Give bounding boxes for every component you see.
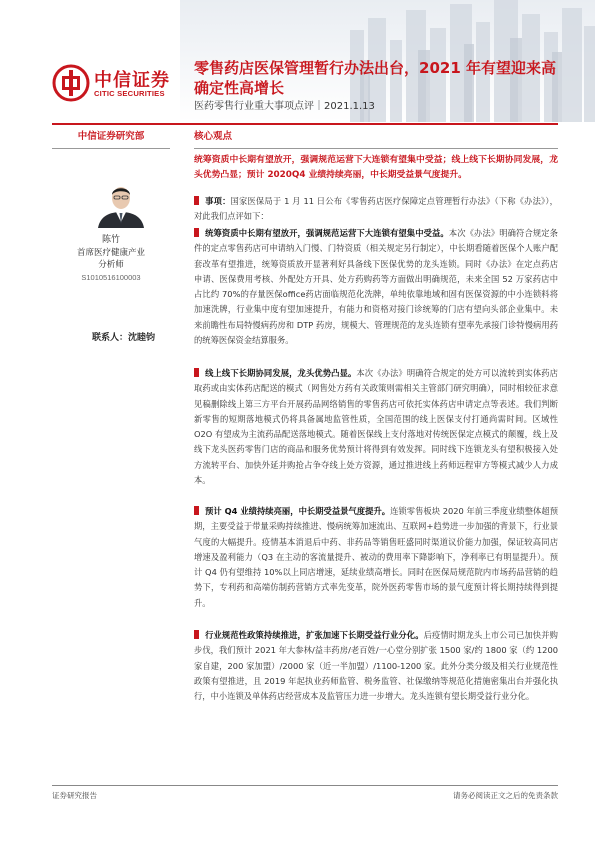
- report-header: [0, 0, 595, 122]
- left-divider: [52, 148, 170, 149]
- footer-report-type: 证券研究报告: [52, 791, 97, 800]
- section-title-core-view: 核心观点: [194, 131, 233, 142]
- analyst-license-id: S1010516100003: [81, 273, 141, 282]
- department-label: 中信证券研究部: [77, 131, 145, 142]
- core-view-summary: 统筹资质中长期有望放开，强调规范运营下大连锁有望集中受益；线上线下长期协同发展，龙头优势凸显；预计 2020Q4 业绩持续亮丽，中长期受益景气度提升。: [194, 155, 558, 180]
- paragraph-lead: 线上线下长期协同发展，龙头优势凸显。: [205, 368, 357, 378]
- bullet-icon: [194, 506, 199, 515]
- analyst-info: [52, 234, 170, 284]
- bullet-icon: [194, 368, 199, 377]
- footer-disclaimer: 请务必阅读正文之后的免责条款: [453, 791, 558, 800]
- title-block: [194, 58, 564, 114]
- logo-text-en: CITIC SECURITIES: [94, 89, 165, 98]
- analyst-name: 陈竹: [101, 235, 120, 245]
- paragraph-online-offline: [194, 366, 558, 488]
- report-title: 零售药店医保管理暂行办法出台，2021 年有望迎来高确定性高增长: [194, 59, 556, 97]
- left-column: [52, 130, 170, 144]
- paragraph-text: 本次《办法》明确符合规定条件的定点零售药店可申请纳入门慢、门特资质（相关规定另行制定），中长期看随着医保个人账户配套改革有望推进，统筹资质放开显著利好具备线下医保优势的龙头连锁。同时《办法》在定点药店申请、医保费用考核、外配处方开具、处方药购药等方面做出明确规范，未来全国 52 万家药店中占比约 70%的存量医保office药店面临规范化洗牌，单纯依靠地域和固有医保资源的中小连锁料将加速洗牌，行业集中度有望加速提升，有能力和资格对接门诊统筹的门店有望向头部企业集中。未来前瞻性布局特慢病药房和 DTP 药房，规模大、管理规范的龙头连锁有望率先承接门诊特慢病用药的统筹医保资金结算服务。: [194, 228, 558, 346]
- contact-person: 联系人：沈睦钧: [92, 333, 156, 343]
- bullet-icon: [194, 228, 199, 237]
- citic-logo-icon: [52, 64, 90, 102]
- logo-text-cn: 中信证券: [94, 70, 170, 91]
- paragraph-text: 连锁零售板块 2020 年前三季度业绩整体超预期，主要受益于带量采购持续推进、慢病统筹加速流出、互联网+趋势进一步加强的背景下，行业景气度的大幅提升。疫情基本消退后中药、非药品等销售旺盛同时渠道议价能力加强，保证较高同店增速及盈利能力（Q3 在主动的客流量提升、被动的费用率下降影响下，净利率已有明显提升）。预计 Q4 仍有望维持 10%以上同店增速，延续业绩高增长。同时在医保局规范院内市场药品营销的趋势下，专利药和高端仿制药营销方式率先变革，院外医药零售市场的景气度预计将长期持续得到提升。: [194, 506, 558, 608]
- analyst-role-line-2: 分析师: [98, 260, 124, 270]
- paragraph-coordination: [194, 226, 558, 348]
- paragraph-text: 后疫情时期龙头上市公司已加快并购步伐，我们预计 2021 年大参林/益丰药房/老百姓/一心堂分别扩张 1500 家/约 1800 家（约 1200 家自建，200 家加盟）/2000 家（近一半加盟）/1100-1200 家。此外分类分级及相关行业规范性政策有望推进，且 2019 年起执业药师监管、税务监管、社保缴纳等规范化措施密集出台并强化执行，中小连锁及单体药店经营成本及监管压力进一步增大。龙头连锁有望长期受益行业分化。: [194, 630, 558, 702]
- paragraph-lead: 行业规范性政策持续推进，扩张加速下长期受益行业分化。: [205, 630, 424, 640]
- analyst-avatar: [92, 180, 150, 228]
- report-subtitle: 医药零售行业重大事项点评｜2021.1.13: [194, 101, 375, 112]
- paragraph-lead: 预计 Q4 业绩持续亮丽，中长期受益景气度提升。: [205, 506, 391, 516]
- analyst-photo-icon: [92, 180, 150, 228]
- paragraph-text: 国家医保局于 1 月 11 日公布《零售药店医疗保障定点管理暂行办法》（下称《办法》），对此我们点评如下：: [194, 196, 558, 222]
- header-divider: [52, 123, 558, 125]
- paragraph-industry-policy: [194, 628, 558, 704]
- paragraph-lead: 事项：: [205, 196, 231, 206]
- bullet-icon: [194, 196, 199, 205]
- footer-divider: [52, 785, 558, 786]
- bullet-icon: [194, 630, 199, 639]
- right-divider: [194, 148, 558, 149]
- paragraph-event: [194, 194, 558, 225]
- paragraph-text: 本次《办法》明确符合规定的处方可以流转到实体药店取药或由实体药店配送的模式（网售处方药有关政策则需相关主管部门研究明确），同时相较征求意见稿删除线上第三方平台开展药品网络销售的零售药店可依托实体药店申请定点等表述。我们判断新零售的短期落地模式仍将具备属地监管性质，全国范围的线上医保支付打通尚需时间。区域性 O2O 有望成为主流药品配送落地模式。随着医保线上支付落地对传统医保定点模式的颠覆，线上及线下龙头医药零售门店的商品和服务优势预计将得到有效发挥。同时线下连锁龙头有望积极接入处方流转平台、加快外延并购抢占争夺线上处方资源，通过推进线上药师远程审方等模式减少人力成本。: [194, 368, 558, 486]
- citic-logo: [52, 62, 182, 106]
- paragraph-q4-forecast: [194, 504, 558, 611]
- paragraph-lead: 统筹资质中长期有望放开，强调规范运营下大连锁有望集中受益。: [205, 228, 449, 238]
- analyst-role-line-1: 首席医疗健康产业: [76, 248, 145, 258]
